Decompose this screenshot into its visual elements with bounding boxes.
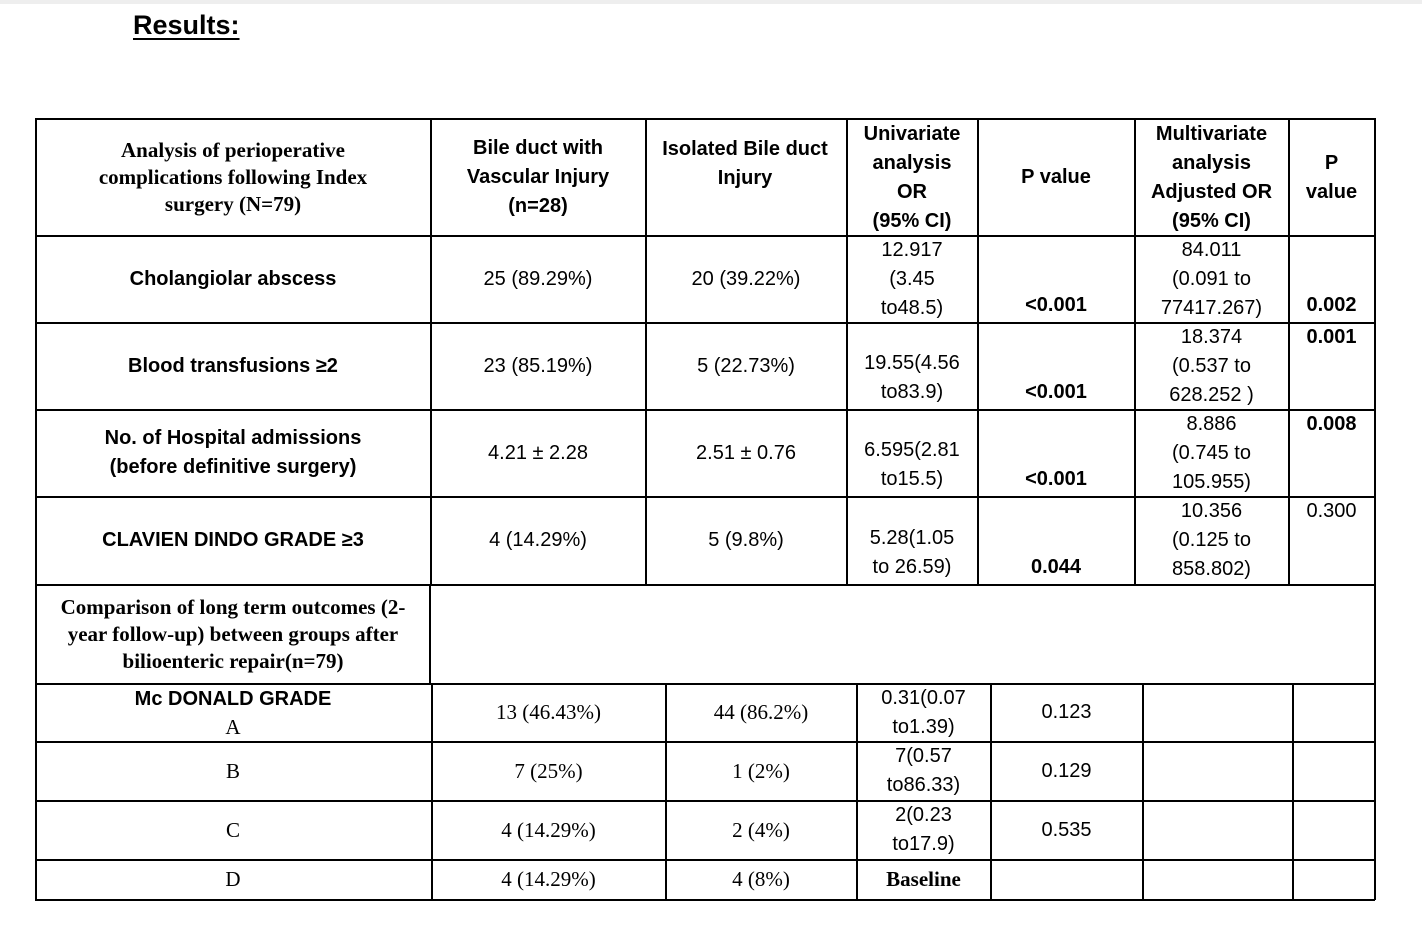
cell-vascular-text: 7 (25%) (514, 758, 583, 783)
cell-multivariate-line: 105.955) (1172, 470, 1251, 493)
cell-multivariate-line: 84.011 (1181, 238, 1242, 261)
grade-label-cell (36, 742, 430, 800)
cell-univariate (847, 323, 977, 409)
baseline-text: Baseline (886, 867, 961, 891)
cell-multivariate-line: (0.537 to (1172, 354, 1251, 377)
cell-multivariate-line: (0.091 to (1172, 267, 1251, 290)
cell-p2 (1289, 323, 1374, 409)
cell-univariate-line: to86.33) (886, 774, 961, 796)
cell-multivariate-line: 77417.267) (1160, 296, 1263, 319)
cell-multivariate (1135, 497, 1288, 584)
row-label (36, 497, 430, 584)
cell-isolated (666, 860, 856, 899)
cell-univariate-line: 6.595(2.81 (864, 439, 960, 461)
cell-multivariate-line: (0.125 to (1172, 529, 1251, 551)
cell-isolated (646, 497, 846, 584)
grade-label: D (225, 867, 241, 891)
cell-p-text: <0.001 (1025, 381, 1087, 403)
cell-isolated (666, 742, 856, 800)
row-label (36, 323, 430, 409)
cell-vascular-text: 4 (14.29%) (501, 867, 596, 891)
header-univariate-line: analysis (872, 151, 952, 174)
row-label (36, 410, 430, 496)
cell-isolated-text: 5 (9.8%) (708, 529, 784, 551)
cell-p (991, 801, 1142, 859)
cell-isolated (666, 801, 856, 859)
cell-univariate (847, 410, 977, 496)
header-multivariate-line: Multivariate (1155, 122, 1268, 145)
row-label (36, 236, 430, 322)
cell-vascular (432, 860, 665, 899)
cell-p-text: 0.535 (1041, 818, 1092, 841)
cell-p2 (1289, 497, 1374, 584)
cell-vascular-text: 23 (85.19%) (483, 354, 593, 377)
header-isolated-text: Isolated Bile duct Injury (662, 138, 828, 189)
cell-p-text: <0.001 (1025, 468, 1087, 490)
comparison-title-text: Comparison of long term outcomes (2-year follow-up) between groups after bilioenteric repair(n=79) (60, 594, 406, 673)
cell-vascular (432, 801, 665, 859)
cell-univariate-line: 12.917 (881, 238, 943, 261)
cell-multivariate-line: (0.745 to (1172, 441, 1251, 464)
table-border-bottom (35, 899, 1375, 901)
cell-p2 (1289, 236, 1374, 322)
cell-multivariate-line: 18.374 (1180, 325, 1243, 348)
row-label-text: CLAVIEN DINDO GRADE ≥3 (102, 529, 364, 551)
cell-isolated (666, 684, 856, 741)
cell-p2-text: 0.001 (1306, 326, 1357, 348)
cell-isolated-text: 2 (4%) (732, 817, 790, 842)
row-label-line: No. of Hospital admissions (104, 427, 362, 449)
cell-p-text: <0.001 (1025, 294, 1087, 316)
cell-vascular-text: 4 (14.29%) (501, 817, 596, 842)
header-isolated (656, 120, 834, 235)
grade-label: A (225, 714, 241, 739)
row-label-text: Cholangiolar abscess (129, 267, 337, 290)
results-heading: Results: (133, 10, 240, 40)
comparison-title (48, 585, 418, 683)
cell-univariate-line: 0.31(0.07 (881, 686, 966, 709)
cell-isolated-text: 2.51 ± 0.76 (696, 441, 796, 464)
grade-label: B (225, 758, 240, 783)
cell-univariate (847, 497, 977, 584)
cell-vascular-text: 13 (46.43%) (496, 700, 601, 724)
cell-isolated-text: 20 (39.22%) (691, 267, 801, 290)
cell-p (978, 236, 1134, 322)
cell-p (978, 410, 1134, 496)
cell-isolated (646, 410, 846, 496)
column-divider (1292, 683, 1294, 900)
cell-p-text: 0.123 (1041, 701, 1092, 723)
cell-univariate (847, 236, 977, 322)
cell-p (978, 497, 1134, 584)
table-border-right (1374, 118, 1376, 900)
cell-vascular-text: 25 (89.29%) (483, 267, 593, 290)
cell-multivariate-line: 8.886 (1186, 412, 1237, 435)
cell-univariate-baseline (857, 860, 990, 899)
header-analysis (70, 120, 396, 235)
cell-vascular (431, 236, 645, 322)
cell-multivariate-line: 628.252 ) (1169, 383, 1254, 406)
cell-univariate (857, 684, 990, 741)
cell-vascular-text: 4 (14.29%) (489, 529, 587, 551)
cell-p (991, 684, 1142, 741)
cell-vascular (431, 497, 645, 584)
header-bile-vascular (442, 120, 634, 235)
header-p-value-2-line: value (1305, 180, 1358, 203)
grade-label-cell (36, 860, 430, 899)
cell-univariate-line: to 26.59) (872, 556, 952, 578)
grade-label: C (225, 817, 240, 842)
cell-univariate-line: to48.5) (880, 296, 944, 319)
cell-univariate-line: to17.9) (892, 833, 955, 855)
header-univariate-line: (95% CI) (872, 209, 952, 232)
cell-p (991, 742, 1142, 800)
cell-univariate-line: to15.5) (880, 468, 944, 490)
cell-p2-text: 0.002 (1306, 294, 1357, 316)
cell-isolated-text: 5 (22.73%) (697, 354, 795, 377)
cell-p2-text: 0.008 (1306, 413, 1357, 435)
cell-vascular-text: 4.21 ± 2.28 (488, 441, 588, 464)
top-border-strip (0, 0, 1422, 4)
cell-p (978, 323, 1134, 409)
mcdonald-label-cell (36, 684, 430, 741)
header-p-value (978, 120, 1134, 235)
header-p-value-2 (1289, 120, 1374, 235)
cell-univariate (857, 801, 990, 859)
header-univariate (847, 120, 977, 235)
cell-p-text: 0.129 (1041, 759, 1092, 782)
header-multivariate (1135, 120, 1288, 235)
cell-multivariate (1135, 236, 1288, 322)
row-label-text: Blood transfusions ≥2 (128, 354, 338, 377)
cell-multivariate (1135, 410, 1288, 496)
grade-label-cell (36, 801, 430, 859)
cell-univariate-line: to83.9) (880, 381, 944, 403)
cell-isolated-text: 1 (2%) (732, 758, 790, 783)
cell-multivariate-line: 858.802) (1172, 558, 1251, 580)
header-multivariate-line: Adjusted OR (1150, 180, 1273, 203)
header-multivariate-line: (95% CI) (1172, 209, 1251, 232)
cell-multivariate (1135, 323, 1288, 409)
cell-isolated-text: 44 (86.2%) (713, 700, 809, 724)
cell-isolated (646, 323, 846, 409)
cell-univariate-line: 19.55(4.56 (864, 352, 960, 374)
row-label-line: (before definitive surgery) (109, 456, 357, 478)
cell-p2-text: 0.300 (1306, 500, 1357, 522)
cell-univariate-line: to1.39) (892, 715, 955, 738)
cell-vascular (432, 684, 665, 741)
header-analysis-text: Analysis of perioperative complications following Index surgery (N=79) (98, 138, 368, 216)
header-multivariate-line: analysis (1172, 151, 1251, 174)
cell-isolated-text: 4 (8%) (732, 867, 790, 891)
column-divider (429, 584, 431, 684)
mcdonald-label: Mc DONALD GRADE (134, 687, 332, 710)
cell-vascular (431, 410, 645, 496)
header-univariate-line: Univariate (863, 122, 961, 145)
cell-p-text: 0.044 (1030, 556, 1082, 578)
cell-univariate-line: (3.45 (889, 267, 935, 290)
cell-univariate-line: 5.28(1.05 (869, 527, 955, 549)
header-p-value-2-line: P (1324, 151, 1339, 174)
cell-univariate-line: 2(0.23 (895, 804, 952, 826)
cell-multivariate-line: 10.356 (1180, 500, 1243, 522)
header-univariate-line: OR (897, 180, 927, 203)
cell-p2 (1289, 410, 1374, 496)
cell-vascular (432, 742, 665, 800)
header-p-value-text: P value (1021, 166, 1091, 188)
cell-vascular (431, 323, 645, 409)
column-divider (1142, 683, 1144, 900)
header-bile-vascular-text: Bile duct with Vascular Injury (n=28) (466, 137, 610, 217)
cell-univariate (857, 742, 990, 800)
cell-isolated (646, 236, 846, 322)
cell-univariate-line: 7(0.57 (895, 745, 952, 767)
